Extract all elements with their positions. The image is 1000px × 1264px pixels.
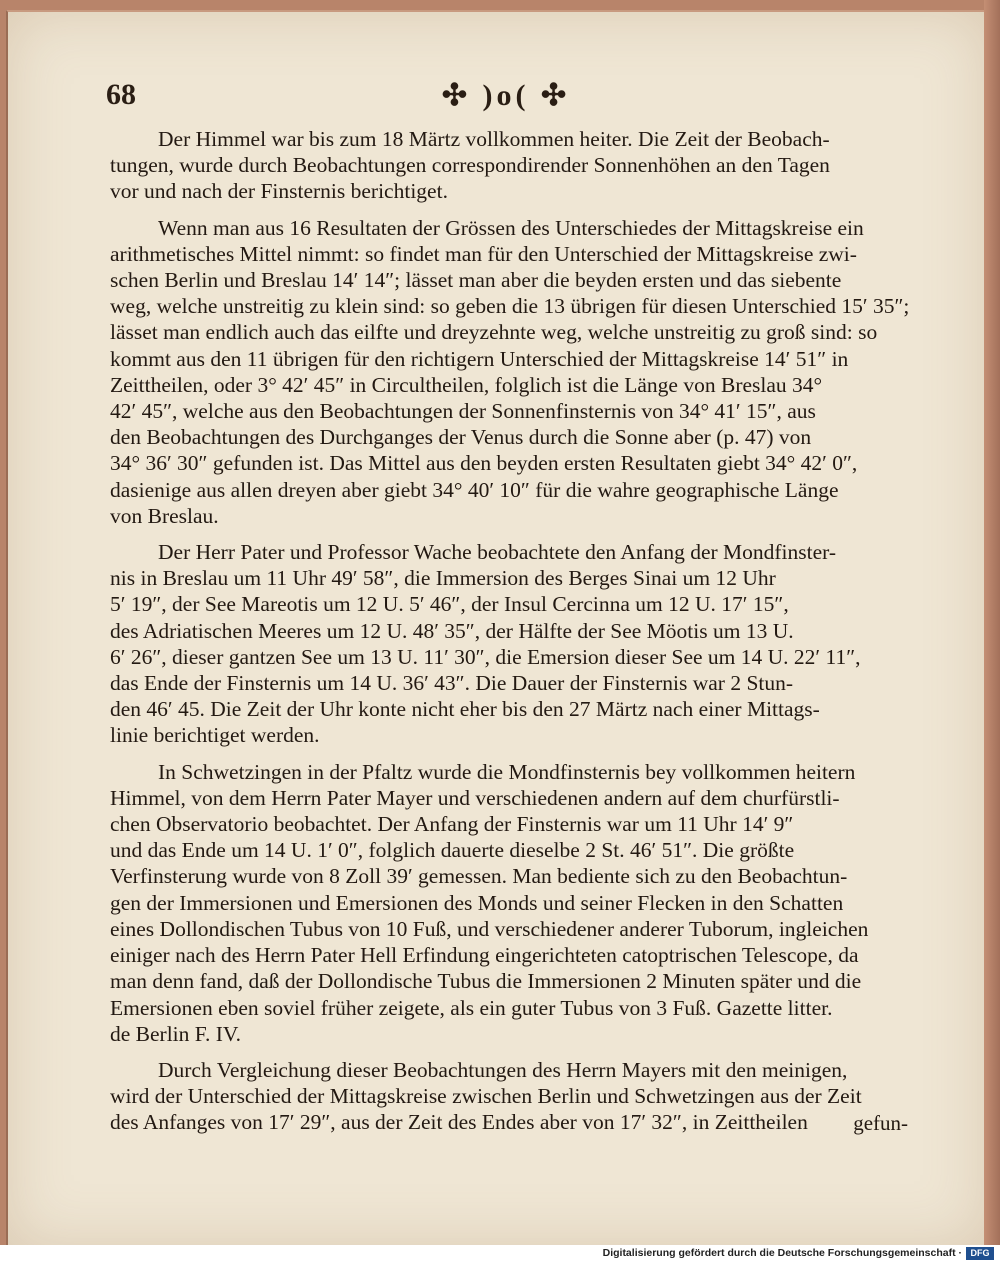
text-line: Durch Vergleichung dieser Beobachtungen des Herrn Mayers mit den meinigen,	[158, 1057, 848, 1082]
text-line: 34° 36′ 30″ gefunden ist. Das Mittel aus den beyden ersten Resultaten giebt 34° 42′ 0″,	[110, 451, 858, 476]
text-line: des Adriatischen Meeres um 12 U. 48′ 35″, der Hälfte der See Möotis um 13 U.	[110, 618, 794, 643]
paragraph	[110, 759, 910, 1047]
text-line: de Berlin F. IV.	[110, 1021, 242, 1046]
text-line: tungen, wurde durch Beobachtungen correspondirender Sonnenhöhen an den Tagen	[110, 153, 830, 178]
text-line: wird der Unterschied der Mittagskreise zwischen Berlin und Schwetzingen aus der Zeit	[110, 1084, 862, 1109]
text-line: Zeittheilen, oder 3° 42′ 45″ in Circultheilen, folglich ist die Länge von Breslau 34°	[110, 372, 823, 397]
page-edge	[984, 0, 1000, 1245]
text-line: 5′ 19″, der See Mareotis um 12 U. 5′ 46″, der Insul Cercinna um 12 U. 17′ 15″,	[110, 592, 789, 617]
text-line: und das Ende um 14 U. 1′ 0″, folglich dauerte dieselbe 2 St. 46′ 51″. Die größte	[110, 838, 795, 863]
text-line: In Schwetzingen in der Pfaltz wurde die Mondfinsternis bey vollkommen heitern	[158, 759, 856, 784]
text-line: nis in Breslau um 11 Uhr 49′ 58″, die Immersion des Berges Sinai um 12 Uhr	[110, 566, 776, 591]
text-line: Wenn man aus 16 Resultaten der Grössen des Unterschiedes der Mittagskreise ein	[158, 215, 864, 240]
text-line: linie berichtiget werden.	[110, 723, 320, 748]
text-line: chen Observatorio beobachtet. Der Anfang der Finsternis war um 11 Uhr 14′ 9″	[110, 812, 794, 837]
dfg-logo: DFG	[966, 1247, 994, 1260]
text-line: vor und nach der Finsternis berichtiget.	[110, 179, 448, 204]
running-head-ornament: ✣ )o( ✣	[441, 79, 571, 112]
text-line: 42′ 45″, welche aus den Beobachtungen der Sonnenfinsternis von 34° 41′ 15″, aus	[110, 399, 816, 424]
digitization-footer	[0, 1245, 1000, 1264]
text-line: gen der Immersionen und Emersionen des Monds und seiner Flecken in den Schatten	[110, 890, 844, 915]
page-number: 68	[106, 78, 136, 111]
text-line: den 46′ 45. Die Zeit der Uhr konte nicht eher bis den 27 Märtz nach einer Mittags-	[110, 697, 820, 722]
text-line: Der Himmel war bis zum 18 Märtz vollkommen heiter. Die Zeit der Beobach-	[158, 127, 830, 151]
text-line: arithmetisches Mittel nimmt: so findet man für den Unterschied der Mittagskreise zwi-	[110, 241, 857, 266]
text-line: einiger nach des Herrn Pater Hell Erfindung eingerichteten catoptrischen Telescope, da	[110, 943, 859, 968]
text-line: den Beobachtungen des Durchganges der Venus durch die Sonne aber (p. 47) von	[110, 425, 812, 450]
text-line: Emersionen eben soviel früher zeigete, als ein guter Tubus von 3 Fuß. Gazette litter.	[110, 995, 833, 1020]
text-line: das Ende der Finsternis um 14 U. 36′ 43″. Die Dauer der Finsternis war 2 Stun-	[110, 671, 794, 696]
text-line: schen Berlin und Breslau 14′ 14″; lässet man aber die beyden ersten und das siebente	[110, 268, 842, 293]
text-line: Verfinsterung wurde von 8 Zoll 39′ gemessen. Man bediente sich zu den Beobachtun-	[110, 864, 848, 889]
body-text	[110, 126, 910, 1146]
text-line: Himmel, von dem Herrn Pater Mayer und verschiedenen andern auf dem churfürstli-	[110, 785, 840, 810]
paragraph	[110, 215, 910, 529]
text-line: des Anfanges von 17′ 29″, aus der Zeit des Endes aber von 17′ 32″, in Zeittheilen	[110, 1110, 808, 1135]
paragraph	[110, 539, 910, 749]
catchword: gefun-	[853, 1111, 908, 1135]
text-line: 6′ 26″, dieser gantzen See um 13 U. 11′ 30″, die Emersion dieser See um 14 U. 22′ 11″,	[110, 644, 861, 669]
text-line: kommt aus den 11 übrigen für den richtigern Unterschied der Mittagskreise 14′ 51″ in	[110, 346, 849, 371]
text-line: man denn fand, daß der Dollondische Tubus die Immersionen 2 Minuten später und die	[110, 969, 862, 994]
text-line: Der Herr Pater und Professor Wache beobachtete den Anfang der Mondfinster-	[158, 540, 837, 565]
text-line: von Breslau.	[110, 503, 219, 528]
paragraph	[110, 1057, 910, 1136]
text-line: lässet man endlich auch das eilfte und dreyzehnte weg, welche unstreitig zu groß sind: so	[110, 320, 878, 345]
page-header	[96, 78, 916, 118]
footer-credit: Digitalisierung gefördert durch die Deutsche Forschungsgemeinschaft ·	[602, 1247, 962, 1259]
paragraph	[110, 126, 910, 205]
text-line: weg, welche unstreitig zu klein sind: so geben die 13 übrigen für diesen Unterschied 15′ 35″;	[110, 294, 910, 319]
text-line: eines Dollondischen Tubus von 10 Fuß, und verschiedener anderer Tuborum, ingleichen	[110, 916, 869, 941]
text-line: dasienige aus allen dreyen aber giebt 34° 40′ 10″ für die wahre geographische Länge	[110, 477, 839, 502]
